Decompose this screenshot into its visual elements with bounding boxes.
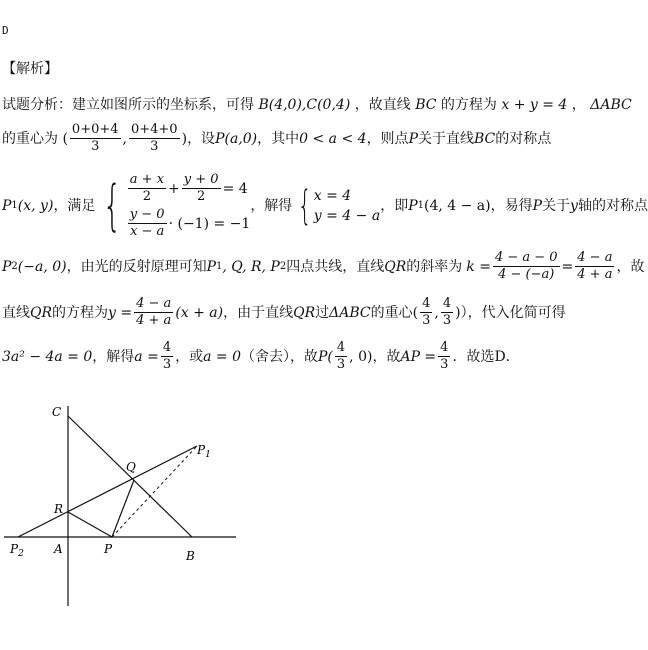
solution-line-4: P 2 (−a, 0) ，由光的反射原理可知 P 1 , Q, R, P 2 四点共线，直线 QR 的斜率为 k = $\frac{4 - a - 0}{4 - (-a)}$ = $\frac{4 - a}{4 + a}$ ，故	[2, 250, 645, 282]
line1-tail: ，	[571, 97, 586, 113]
p1-result: (4, 4 − a)	[424, 198, 491, 214]
a-range: 0 < a < 4	[299, 130, 367, 147]
geometry-diagram	[0, 398, 240, 613]
quadratic-equation: 3a² − 4a = 0	[2, 348, 93, 365]
centroid-x-fraction: $\frac{0+0+4}{3}$	[71, 122, 119, 154]
triangle-abc: ΔABC	[590, 97, 632, 113]
label-b: B	[186, 549, 195, 563]
solution-line-6: 3a² − 4a = 0 ，解得 a = $\frac{4}{3}$ ，或 a = 0 （舍去），故 P( $\frac{4}{3}$ , 0) ，故 AP = $\frac{4}{3}$ ．故选D．	[2, 340, 520, 372]
analysis-header: 【解析】	[2, 61, 58, 77]
qr-slope-fraction: $\frac{4 - a}{4 + a}$	[136, 296, 172, 328]
p2-coords: (−a, 0)	[17, 258, 67, 275]
line-cb	[68, 416, 192, 537]
p1-coords: (x, y)	[17, 198, 54, 214]
line-p-p1-dashed	[112, 446, 197, 537]
line-bc-label: BC	[415, 97, 437, 113]
line-p2-p1	[18, 446, 197, 537]
solution-line-5: 直线 QR 的方程为 y = $\frac{4 - a}{4 + a}$ (x + a) ，由于直线 QR 过 ΔABC 的重心 ( $\frac{4}{3}$ , $\frac{4}{3}$ ) ），代入化简可得	[2, 296, 566, 328]
centroid-y-fraction: $\frac{0+4+0}{3}$	[130, 122, 178, 154]
line1-mid: ，故直线	[354, 97, 411, 113]
final-answer-text: ．故选D．	[452, 348, 520, 365]
line1-text: 试题分析：建立如图所示的坐标系，可得	[2, 97, 254, 113]
solution-line-3: P 1 (x, y) ，满足 { $\frac{a + x}{2}$ + $\frac{y + 0}{2}$ = 4 $\frac{y - 0}{x - a}$ · (−1) = −1 ，解得 { x = 4 y = 4 − a ，即 P 1 (4, 4 − a) ，易得 P 关于 y 轴的对称点	[2, 172, 648, 239]
slope-fraction-1: $\frac{4 - a - 0}{4 - (-a)}$	[494, 250, 558, 282]
solution-line-1	[2, 96, 632, 114]
answer-letter: D	[2, 24, 9, 37]
centroid-text: 的重心为 (	[2, 130, 68, 147]
label-r: R	[54, 502, 64, 516]
line-pq	[112, 480, 134, 537]
label-a: A	[54, 542, 63, 556]
points-bc: B(4,0),C(0,4)	[258, 97, 351, 113]
slope-fraction-2: $\frac{4 - a}{4 + a}$	[577, 250, 613, 282]
system-1: { $\frac{a + x}{2}$ + $\frac{y + 0}{2}$ = 4 $\frac{y - 0}{x - a}$ · (−1) = −1	[103, 172, 251, 239]
label-p: P	[104, 542, 113, 556]
bc-equation: x + y = 4	[501, 97, 568, 113]
label-p1: $P_1$	[197, 443, 211, 460]
ap-result: AP =	[400, 348, 437, 365]
point-p-def: P(a,0)	[215, 130, 258, 147]
system-2: { x = 4 y = 4 − a	[298, 183, 381, 229]
solution-line-2: 的重心为 ( $\frac{0+0+4}{3}$ , $\frac{0+4+0}{3}$ ) ，设 P(a,0) ，其中 0 < a < 4 ，则点 P 关于直线 BC 的对称点	[2, 122, 552, 154]
label-q: Q	[126, 460, 136, 474]
label-c: C	[52, 405, 62, 419]
line-rp	[68, 512, 112, 537]
line1-mid2: 的方程为	[440, 97, 497, 113]
label-p2: $P_2$	[10, 542, 24, 559]
